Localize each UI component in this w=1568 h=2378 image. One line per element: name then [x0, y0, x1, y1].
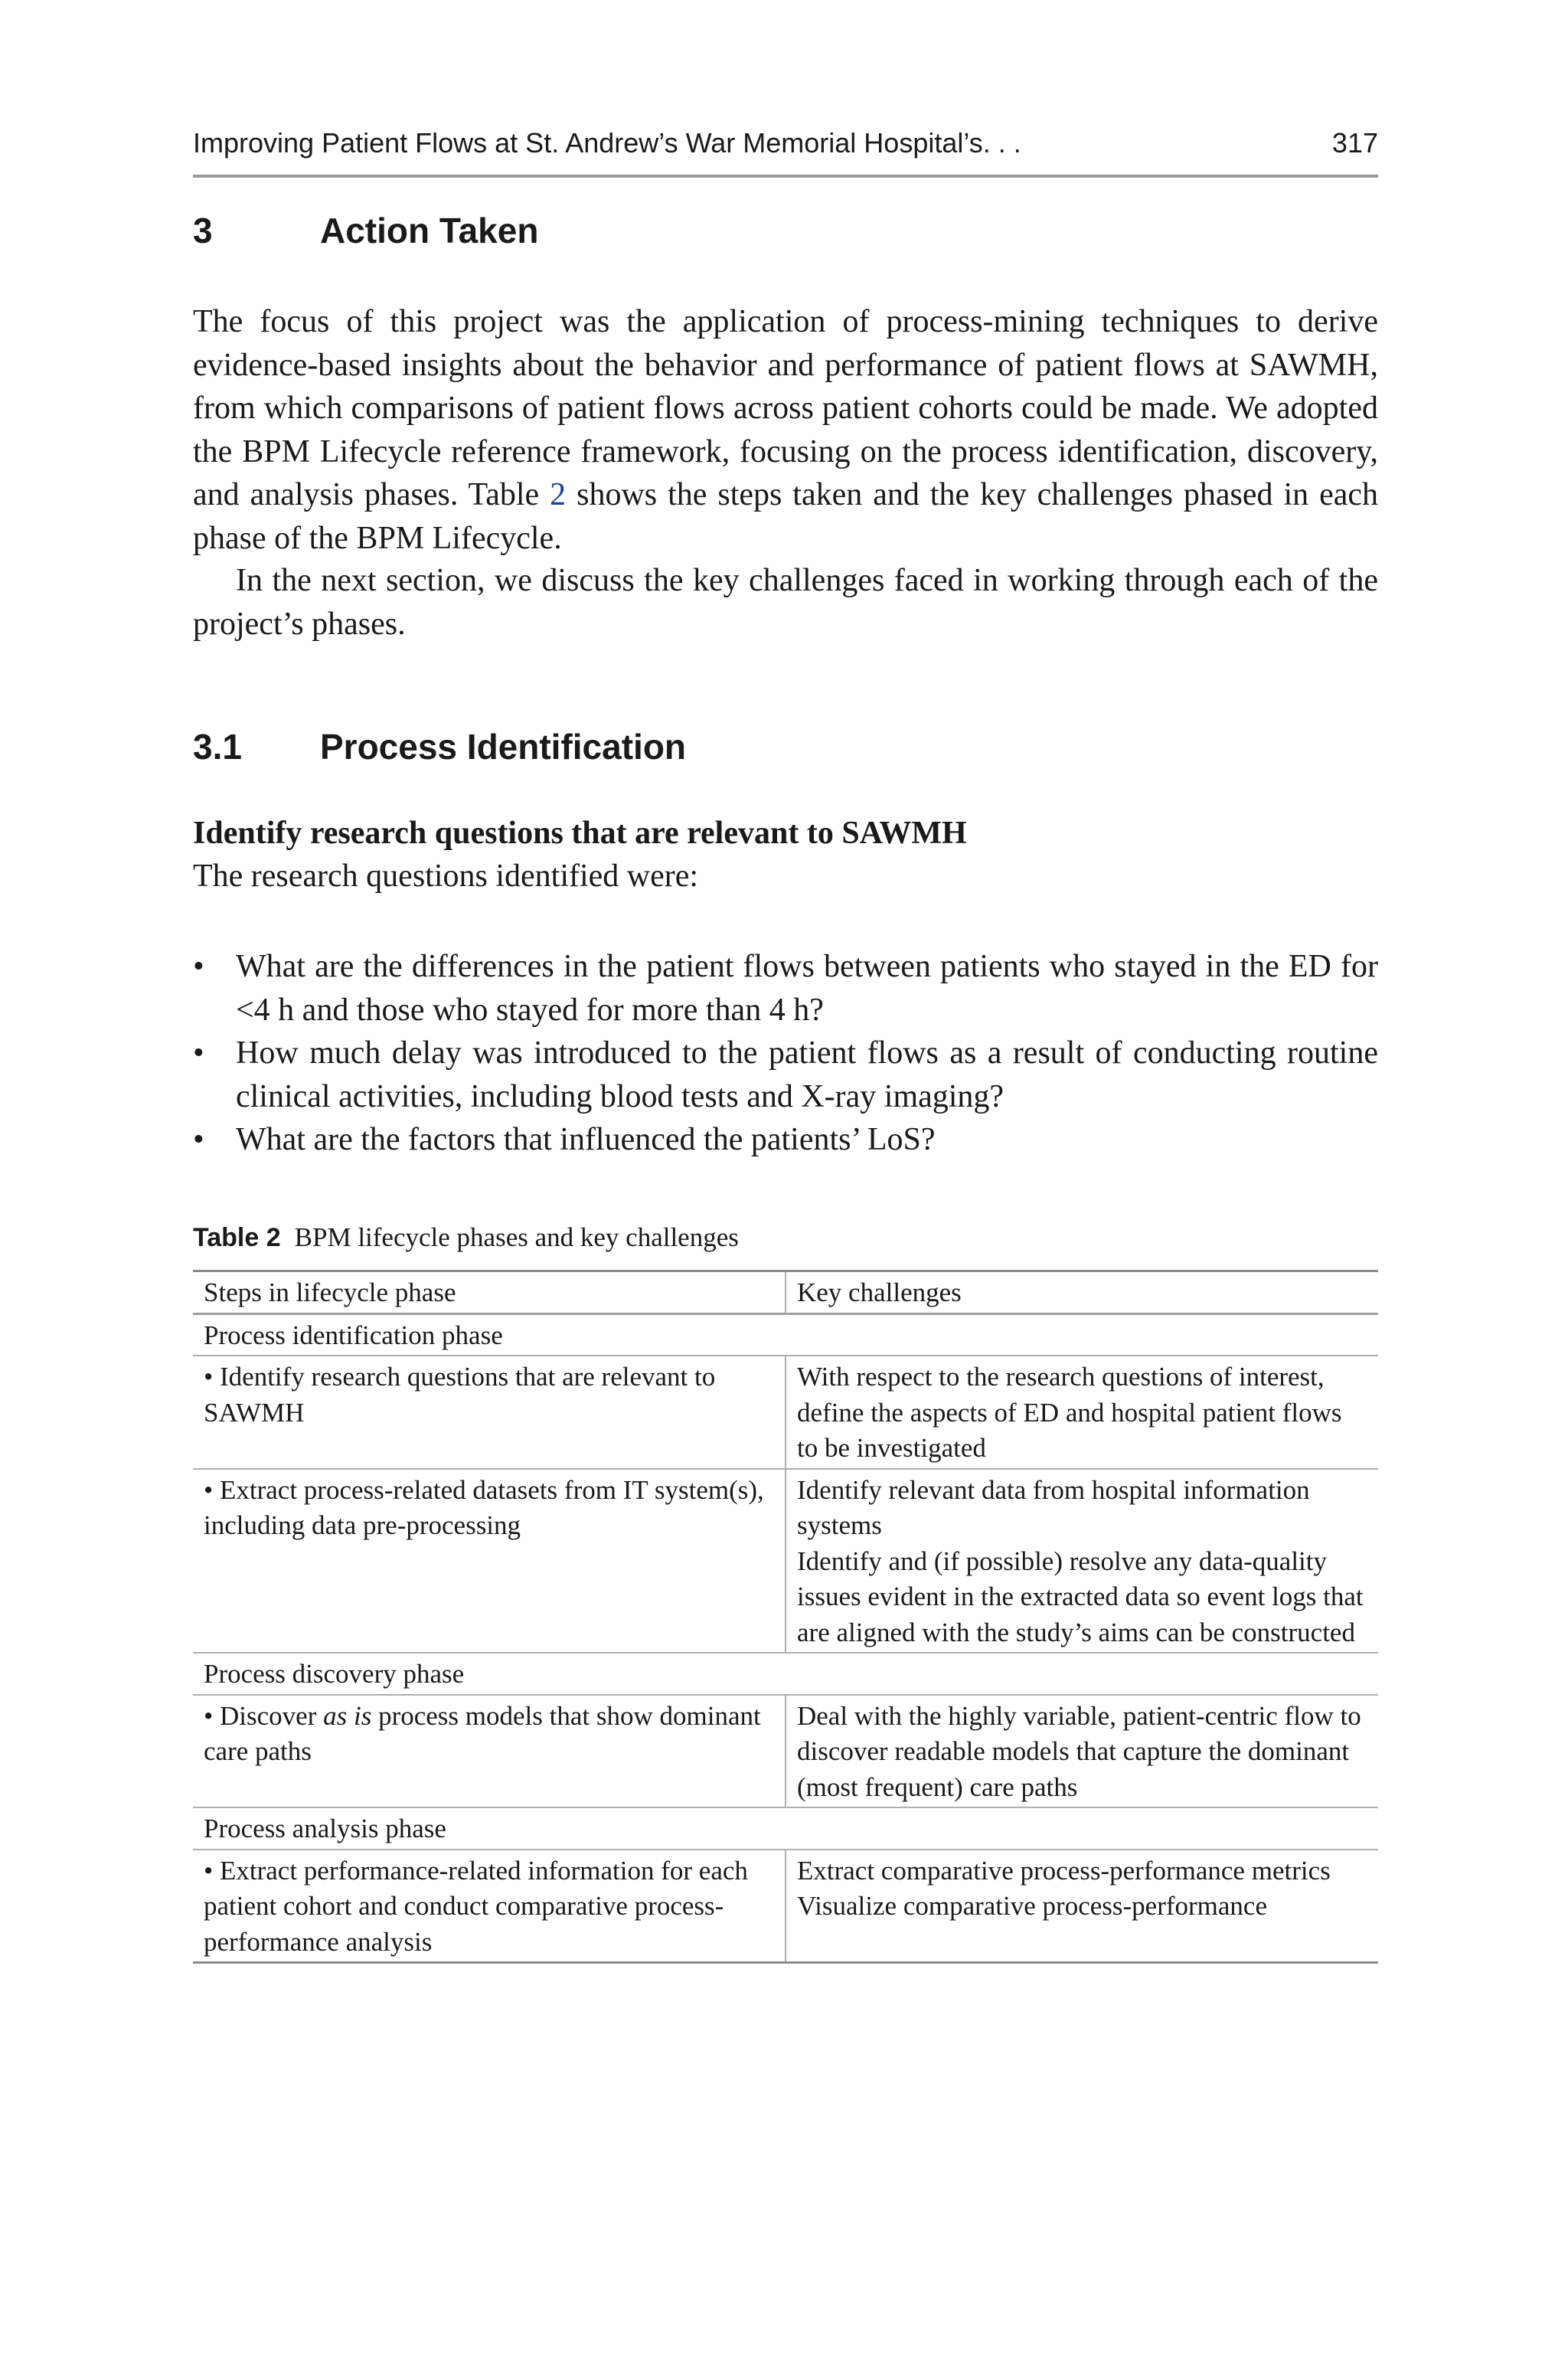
bullet-icon: •: [193, 949, 204, 984]
challenge-cell: With respect to the research questions of interest, define the aspects of ED and hospital patient flows to be investigated: [786, 1356, 1378, 1469]
challenge-line: Identify and (if possible) resolve any data-quality issues evident in the extracted data so event logs that are aligned with the study’s aims can be constructed: [797, 1546, 1364, 1647]
list-item-text: What are the factors that influenced the patients’ LoS?: [236, 1122, 936, 1157]
challenge-cell: [786, 1469, 1378, 1653]
section-heading: [193, 210, 538, 251]
table-reference-link[interactable]: 2: [550, 477, 567, 512]
step-text-b: process models that show dominant care paths: [204, 1700, 761, 1766]
bullet-icon: •: [193, 1035, 204, 1071]
challenge-cell: Deal with the highly variable, patient-centric flow to discover readable models that capture the dominant (most frequent) care paths: [786, 1695, 1378, 1808]
list-item-text: What are the differences in the patient flows between patients who stayed in the ED for <4 h and those who stayed for more than 4 h?: [236, 949, 1378, 1028]
runin-heading: Identify research questions that are relevant to SAWMH: [193, 816, 967, 851]
intro-text: The research questions identified were:: [193, 859, 699, 894]
challenge-line: Extract comparative process-performance metrics: [797, 1855, 1331, 1886]
challenge-line: Visualize comparative process-performance: [797, 1891, 1267, 1921]
table-phase-row: [193, 1807, 1378, 1850]
list-item: [193, 945, 1378, 1032]
table-phase-row: [193, 1313, 1378, 1356]
subsection-number: 3.1: [193, 727, 242, 767]
page-number: 317: [1331, 127, 1378, 159]
para1-text-a: The focus of this project was the application of process-mining techniques to derive evidence-based insights about the behavior and performance of patient flows at SAWMH, from which comparisons of patient flows across patient cohorts could be made. We adopted the BPM Lifecycle reference framework, focusing on the process identification, discovery, and analysis phases. Table: [193, 304, 1378, 512]
list-item: [193, 1032, 1378, 1118]
table-caption-text: BPM lifecycle phases and key challenges: [294, 1222, 739, 1252]
column-header-steps: Steps in lifecycle phase: [193, 1271, 786, 1314]
step-text-emphasis: as is: [323, 1700, 372, 1731]
running-title: Improving Patient Flows at St. Andrew’s War Memorial Hospital’s. . .: [193, 127, 1021, 159]
phase-label: Process analysis phase: [193, 1807, 1378, 1850]
section-number: 3: [193, 211, 213, 250]
bullet-icon: •: [193, 1122, 204, 1157]
paragraph-2: In the next section, we discuss the key challenges faced in working through each of the project’s phases.: [193, 563, 1378, 642]
table-label: Table 2: [193, 1223, 281, 1252]
challenge-line: Identify relevant data from hospital information systems: [797, 1474, 1310, 1540]
step-text-a: • Discover: [204, 1700, 324, 1731]
table-header-row: [193, 1271, 1378, 1314]
bpm-table: [193, 1270, 1378, 1964]
subsection-heading: [193, 726, 686, 767]
phase-label: Process discovery phase: [193, 1653, 1378, 1695]
column-header-challenges: Key challenges: [786, 1271, 1378, 1314]
table-row: [193, 1695, 1378, 1808]
table-row: [193, 1850, 1378, 1963]
list-item-text: How much delay was introduced to the patient flows as a result of conducting routine clinical activities, including blood tests and X-ray imaging?: [236, 1035, 1378, 1114]
step-cell: [193, 1695, 786, 1808]
running-header: [193, 124, 1378, 178]
table-row: [193, 1469, 1378, 1653]
section-title: Action Taken: [320, 211, 539, 250]
phase-label: Process identification phase: [204, 1320, 503, 1350]
step-cell: • Identify research questions that are relevant to SAWMH: [193, 1356, 786, 1469]
table-caption: [193, 1222, 739, 1253]
research-questions-list: [193, 945, 1378, 1162]
step-cell: • Extract process-related datasets from IT system(s), including data pre-processing: [193, 1469, 786, 1653]
challenge-cell: [786, 1850, 1378, 1963]
subsection-title: Process Identification: [320, 727, 687, 767]
para1-text-b: shows the steps taken and the key challenges phased in each phase of the BPM Lifecycle.: [193, 477, 1378, 556]
table-row: [193, 1356, 1378, 1469]
paragraph-1: [193, 300, 1378, 560]
list-item: [193, 1118, 1378, 1162]
step-cell: • Extract performance-related information for each patient cohort and conduct comparative process-performance analysis: [193, 1850, 786, 1963]
table-phase-row: [193, 1653, 1378, 1695]
